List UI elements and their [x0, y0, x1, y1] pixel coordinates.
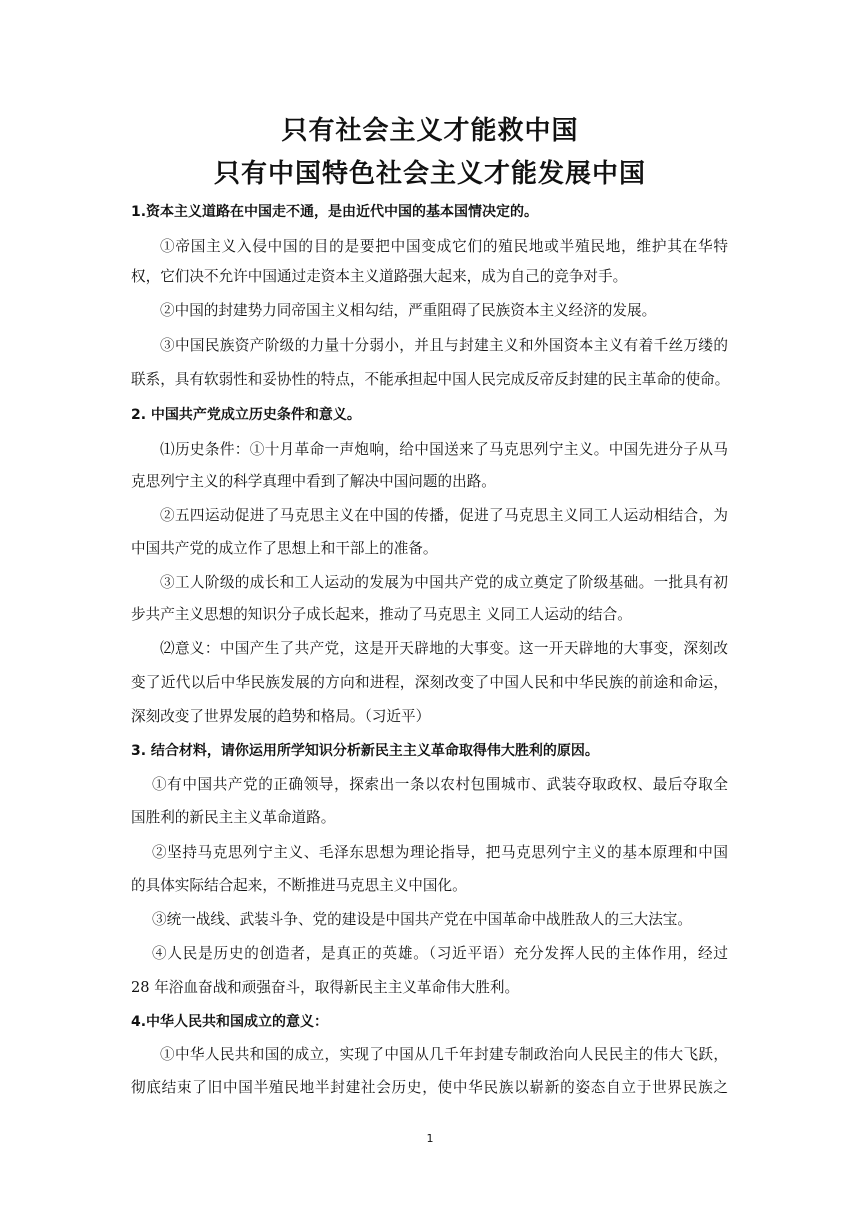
section-1-line: ③中国民族资产阶级的力量十分弱小，并且与封建主义和外国资本主义有着千丝万缕的 — [160, 337, 728, 354]
section-2-line: ⑵意义：中国产生了共产党，这是开天辟地的大事变。这一开天辟地的大事变，深刻改 — [160, 640, 728, 657]
document-title-line-2: 只有中国特色社会主义才能发展中国 — [213, 159, 646, 189]
section-2-line: ③工人阶级的成长和工人运动的发展为中国共产党的成立奠定了阶级基础。一批具有初 — [160, 574, 728, 591]
section-4-line: 彻底结束了旧中国半殖民地半封建社会历史，使中华民族以崭新的姿态自立于世界民族之 — [131, 1079, 728, 1096]
section-3-line: 国胜利的新民主主义革命道路。 — [131, 809, 336, 826]
section-1-heading: 1.资本主义道路在中国走不通，是由近代中国的基本国情决定的。 — [131, 204, 539, 220]
section-1-line: ②中国的封建势力同帝国主义相勾结，严重阻碍了民族资本主义经济的发展。 — [160, 302, 657, 319]
section-2-line: ⑴历史条件：①十月革命一声炮响，给中国送来了马克思列宁主义。中国先进分子从马 — [160, 441, 728, 458]
section-2-heading: 2. 中国共产党成立历史条件和意义。 — [131, 407, 361, 423]
section-1-line: 权，它们决不允许中国通过走资本主义道路强大起来，成为自己的竞争对手。 — [131, 268, 628, 285]
section-3-line: ①有中国共产党的正确领导，探索出一条以农村包围城市、武装夺取政权、最后夺取全 — [152, 776, 728, 793]
section-2-line: 深刻改变了世界发展的趋势和格局。（习近平） — [131, 708, 431, 725]
section-3-line: 28 年浴血奋战和顽强奋斗，取得新民主主义革命伟大胜利。 — [131, 979, 520, 996]
section-4-line: ①中华人民共和国的成立，实现了中国从几千年封建专制政治向人民民主的伟大飞跃， — [160, 1046, 728, 1063]
section-1-line: 联系，具有软弱性和妥协性的特点，不能承担起中国人民完成反帝反封建的民主革命的使命。 — [131, 371, 730, 388]
section-3-line: ④人民是历史的创造者，是真正的英雄。（习近平语）充分发挥人民的主体作用，经过 — [152, 945, 728, 962]
section-2-line: ②五四运动促进了马克思主义在中国的传播，促进了马克思主义同工人运动相结合，为 — [160, 507, 728, 524]
section-3-line: ②坚持马克思列宁主义、毛泽东思想为理论指导，把马克思列宁主义的基本原理和中国 — [152, 844, 728, 861]
section-3-line: ③统一战线、武装斗争、党的建设是中国共产党在中国革命中战胜敌人的三大法宝。 — [152, 911, 692, 928]
section-3-heading: 3. 结合材料，请你运用所学知识分析新民主主义革命取得伟大胜利的原因。 — [131, 743, 599, 759]
section-4-heading: 4.中华人民共和国成立的意义： — [131, 1014, 329, 1030]
section-2-line: 步共产主义思想的知识分子成长起来，推动了马克思主 义同工人运动的结合。 — [131, 606, 632, 623]
page-number: 1 — [426, 1132, 434, 1145]
section-2-line: 中国共产党的成立作了思想上和干部上的准备。 — [131, 540, 438, 557]
section-1-line: ①帝国主义入侵中国的目的是要把中国变成它们的殖民地或半殖民地，维护其在华特 — [160, 238, 728, 255]
section-2-line: 克思列宁主义的科学真理中看到了解决中国问题的出路。 — [131, 473, 496, 490]
section-2-line: 变了近代以后中华民族发展的方向和进程，深刻改变了中国人民和中华民族的前途和命运， — [131, 674, 728, 691]
document-title-line-1: 只有社会主义才能救中国 — [281, 116, 579, 146]
section-3-line: 的具体实际结合起来，不断推进马克思主义中国化。 — [131, 877, 467, 894]
